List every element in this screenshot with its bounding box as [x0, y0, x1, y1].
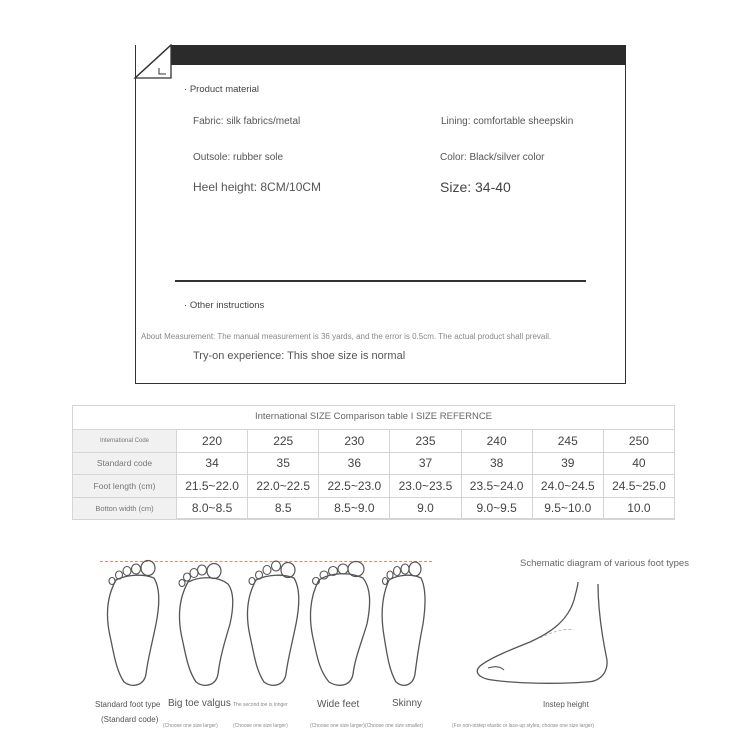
- row-header: Standard code: [73, 452, 177, 475]
- fabric-text: Fabric: silk fabrics/metal: [193, 116, 301, 127]
- table-cell: 220: [177, 430, 248, 453]
- table-cell: 230: [319, 430, 390, 453]
- other-instructions-heading: · Other instructions: [184, 300, 265, 311]
- table-row: [73, 430, 675, 453]
- table-cell: 38: [461, 452, 532, 475]
- table-cell: 35: [248, 452, 319, 475]
- skinny-label: Skinny: [392, 698, 423, 709]
- schematic-title: Schematic diagram of various foot types: [520, 558, 689, 569]
- product-material-heading: · Product material: [184, 84, 259, 95]
- table-row: [73, 475, 675, 498]
- table-cell: 23.5~24.0: [461, 475, 532, 498]
- table-cell: 36: [319, 452, 390, 475]
- big-toe-note: (Choose one size larger): [163, 723, 218, 729]
- skinny-foot-icon: [375, 558, 431, 688]
- big-toe-valgus-foot-icon: [172, 558, 238, 688]
- row-header: Foot length (cm): [73, 475, 177, 498]
- wide-feet-note: (Choose one size larger): [310, 723, 365, 729]
- table-cell: 8.5: [248, 497, 319, 520]
- table-cell: 24.5~25.0: [603, 475, 674, 498]
- standard-code-label: (Standard code): [101, 715, 159, 724]
- second-toe-label: The second toe is longer: [233, 702, 288, 708]
- table-cell: 40: [603, 452, 674, 475]
- table-cell: 9.0~9.5: [461, 497, 532, 520]
- table-cell: 9.5~10.0: [532, 497, 603, 520]
- standard-foot-icon: [100, 558, 166, 688]
- instep-note: (For non-instep elastic or lace-up styles, choose one size larger): [452, 723, 595, 729]
- size-table: [72, 429, 675, 520]
- color-text: Color: Black/silver color: [440, 152, 545, 163]
- lining-text: Lining: comfortable sheepskin: [441, 116, 574, 127]
- table-cell: 8.0~8.5: [177, 497, 248, 520]
- row-header: Botton width (cm): [73, 497, 177, 520]
- table-cell: 34: [177, 452, 248, 475]
- table-cell: 22.5~23.0: [319, 475, 390, 498]
- table-cell: 24.0~24.5: [532, 475, 603, 498]
- table-cell: 9.0: [390, 497, 461, 520]
- tryon-note: Try-on experience: This shoe size is normal: [193, 350, 406, 362]
- instep-foot-side-icon: [470, 580, 620, 690]
- size-table-title: International SIZE Comparison table I SIZE REFERNCE: [254, 411, 493, 422]
- table-cell: 22.0~22.5: [248, 475, 319, 498]
- table-cell: 23.0~23.5: [390, 475, 461, 498]
- instep-label: Instep height: [543, 700, 589, 709]
- table-row: [73, 497, 675, 520]
- folded-corner-icon: [133, 44, 173, 80]
- card-header-bar: [170, 45, 626, 65]
- table-cell: 245: [532, 430, 603, 453]
- second-toe-note: (Choose one size larger): [233, 723, 288, 729]
- table-row: [73, 452, 675, 475]
- section-divider: [175, 280, 586, 282]
- table-cell: 10.0: [603, 497, 674, 520]
- second-toe-longer-foot-icon: [240, 558, 306, 688]
- table-cell: 21.5~22.0: [177, 475, 248, 498]
- table-cell: 240: [461, 430, 532, 453]
- wide-foot-icon: [305, 558, 375, 688]
- outsole-text: Outsole: rubber sole: [193, 152, 284, 163]
- table-cell: 39: [532, 452, 603, 475]
- heel-height-text: Heel height: 8CM/10CM: [193, 180, 322, 194]
- size-range-text: Size: 34-40: [440, 179, 511, 195]
- big-toe-label: Big toe valgus: [168, 698, 231, 709]
- row-header: International Code: [73, 430, 177, 453]
- wide-feet-label: Wide feet: [317, 699, 360, 710]
- table-cell: 235: [390, 430, 461, 453]
- standard-foot-label: Standard foot type: [95, 700, 161, 709]
- table-cell: 225: [248, 430, 319, 453]
- table-cell: 250: [603, 430, 674, 453]
- skinny-note: (Choose one size smaller): [365, 723, 424, 729]
- measurement-note: About Measurement: The manual measurement is 36 yards, and the error is 0.5cm. The actual product shall prevail.: [141, 332, 552, 341]
- table-cell: 8.5~9.0: [319, 497, 390, 520]
- table-cell: 37: [390, 452, 461, 475]
